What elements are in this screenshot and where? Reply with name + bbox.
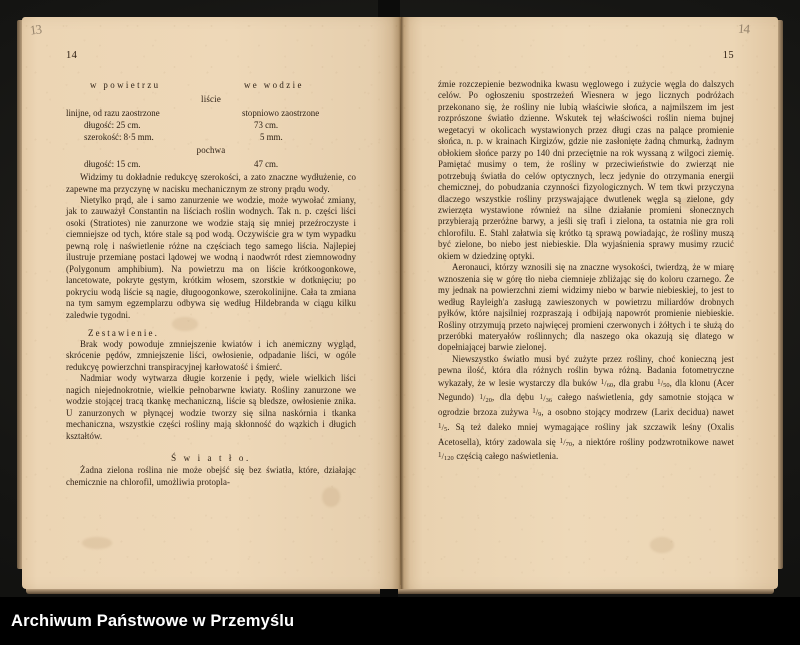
- left-page-text-column: [66, 50, 356, 488]
- paragraph: Widzimy tu dokładnie redukcyę szerokości, a zato znaczne wydłużenie, co zapewne ma przyczynę w nacisku mechanicznym ze strony prądu wody.: [66, 172, 356, 194]
- foxing-mark: [650, 537, 674, 553]
- text-part: , a niektóre rośliny podzwrotnikowe nawet: [572, 436, 734, 447]
- fraction-tropical: $^1$/120: [438, 451, 454, 463]
- table-header-water: we wodzie: [244, 80, 304, 90]
- section-heading-zestawienie: Zestawienie.: [88, 327, 159, 338]
- table-row: [66, 119, 356, 131]
- paragraph: Nadmiar wody wytwarza długie korzenie i pędy, wiele wielkich liści nagich niejednokrotnie, wielkie pełnobarwne kwiaty. Rośliny zanurzone we wodzie stojącej tracą tkankę mechaniczną, liście są bledsze, owłosienie znika. U zanurzonych w płynącej wodzie tworzy się silna naskórnia i tkanka mechaniczna, wszystkie części rośliny mają skłonność do wązkich i długich kształtów.: [66, 373, 356, 441]
- pencil-annotation-top-right: 14: [737, 20, 750, 37]
- table-cell-air: linijne, od razu zaostrzone: [66, 107, 160, 118]
- table-cell-air: długość: 15 cm.: [84, 158, 141, 169]
- archive-caption-bar: [0, 597, 800, 645]
- pencil-annotation-top-left: 13: [29, 21, 42, 38]
- fraction-larch: $^1$/5: [438, 421, 448, 434]
- text-part: , dla klonu (Acer Negundo): [438, 377, 734, 403]
- table-row: [66, 158, 356, 170]
- right-page: [400, 17, 778, 589]
- text-part: Niewszystko światło musi być zużyte przez rośliny, choć konieczną jest pewna ilość, która dla różnych roślin bywa różną. Badania fotometryczne wykazały, że w lesie wystarczy dla buków: [438, 353, 734, 388]
- text-part: częścią całego naświetlenia.: [453, 451, 559, 462]
- paragraph: Żadna zielona roślina nie może obejść się bez światła, które, działając chemicznie na chlorofil, umożliwia protopla-: [66, 465, 356, 487]
- archive-caption-text: Archiwum Państwowe w Przemyślu: [11, 611, 295, 630]
- right-page-text-column: [438, 50, 734, 465]
- text-part: . Są też daleko mniej wymagające rośliny jak szczawik leśny (Oxalis Acetosella), który zadowala się: [438, 421, 734, 447]
- comparison-table: [66, 79, 356, 170]
- paragraph: Nietylko prąd, ale i samo zanurzenie we wodzie, może wywołać zmiany, jak to zauważył Constantin na liściach roślin wodnych. Tak n. p. części liści osoki (Stratiotes) nie zanurzone we wodzie stają się mniej przeźroczyste i ciemniejsze od tych, które stale są pod wodą. Oczywiście gra w tym wypadku pewną rolę i naświetlenie różne na częściach tego samego liścia. Najlepiej ilustruje przemianę postaci lądowej we wodną i naodwrót rdest ziemnowodny (Polygonum amphibium). Na powietrzu ma on liście krótkoogonkowe, lancetowate, pokryte gęstym, krótkim włosem, szorstkie w dotknięciu; po pokryciu wodą liście są nagie, długoogonkowe, szerokolinijne. Cała ta zmiana na tym samym egzemplarzu odbywa się według Hildebranda w ciągu kilku zaledwie tygodni.: [66, 194, 356, 320]
- text-part: , dla grabu: [613, 377, 658, 388]
- fraction-oak: $^1$/36: [539, 392, 553, 404]
- fraction-oxalis: $^1$/70: [559, 436, 573, 448]
- foxing-mark: [322, 487, 340, 507]
- table-row: [66, 131, 356, 143]
- fraction-hornbeam: $^1$/50: [657, 377, 670, 390]
- section-heading-swiatlo: Ś w i a t ł o.: [171, 453, 251, 464]
- table-cell-water: stopniowo zaostrzone: [242, 107, 320, 118]
- fraction-birch: $^1$/9: [532, 407, 542, 419]
- table-cell-air: długość: 25 cm.: [84, 119, 141, 130]
- page-number-right: 15: [722, 50, 734, 61]
- table-group-label-leaves: liście: [201, 94, 221, 105]
- table-cell-water: 47 cm.: [254, 158, 279, 169]
- paragraph-with-fractions: [438, 354, 734, 465]
- text-part: całego naświetlenia, gdy samotnie stojąca w ogrodzie brzoza zużywa: [438, 392, 734, 418]
- foxing-mark: [82, 537, 112, 549]
- table-header-row: [66, 79, 356, 91]
- left-page: [22, 17, 400, 589]
- table-cell-air: szerokość: 8·5 mm.: [84, 132, 154, 143]
- table-group-label-sheath: pochwa: [196, 145, 226, 156]
- fraction-maple: $^1$/20: [479, 392, 492, 404]
- open-book: [22, 17, 778, 589]
- book-spine-line: [400, 19, 401, 585]
- table-cell-water: 5 mm.: [260, 132, 283, 143]
- text-part: , a osobno stojący modrzew (Larix decidua) nawet: [541, 407, 734, 418]
- paragraph: źmie rozczepienie bezwodnika kwasu węglowego i zużycie węgla do dalszych celów. Po ogłoszeniu spostrzeżeń Wiesnera w jego licznych podróżach przekonano się, że rośliny nie lubią właściwie słońca, a najmilszem im jest rozprószone światło dzienne. Wskutek tej właściwości roślin niema bujnej wegetacyi w okolicach wystawionych przez długi czas na palące promienie słońca, n. p. w krainach Kirgizów, gdzie nie zasłonięte żadną chmurką, żadnym obłokiem słońce parzy po 140 dni przeciętnie na rok wyssaną z wilgoci ziemię. Pamiętać musimy o tem, że rośliny w przeciwieństwie do zwierząt nie potrzebują światła do celów optycznych, lecz jedynie do otrzymania energii chemicznej, do pobudzania czynności fizyologicznych. W tem tkwi przyczyna dlaczego wszystkie rośliny przyswajające dwutlenek węgla są zielone, gdy zwierzęta wystawione również na silne działanie promieni słonecznych przybierają przeróżne barwy, a jeśli się trafi i zielona, ta ostatnia nie gra roli chlorofilu. E. Stahl załatwia się krótko tą sprawą powiadając, że rośliny muszą być zielone, bo niebo jest niebieskie. Dla wyjaśnienia sprawy musimy rzucić okiem w dziedzinę optyki.: [438, 79, 734, 261]
- fraction-beech: $^1$/60: [600, 377, 614, 390]
- paragraph: Aeronauci, którzy wznosili się na znaczne wysokości, twierdzą, że w miarę wznoszenia się w górę tło nieba ciemnieje zbliżając się do koloru czarnego. Że my jednak na powierzchni ziemi widzimy niebo w barwie niebieskiej, to jest to według Rayleigh'a zasługą zawieszonych w powietrzu miliardów drobnych pyłków, które najsilniej rozpraszają i odbijają napowrót promienie niebieskie. Rośliny otrzymują przeto najwięcej promieni czerwonych i żółtych i te służą do przeróbki materyałów roślinnych; dla naszego oka okazują się dlatego w dopełniającej barwie zielonej.: [438, 262, 734, 353]
- table-header-air: w powietrzu: [90, 80, 161, 90]
- text-part: , dla dębu: [492, 392, 540, 403]
- page-number-left: 14: [66, 50, 78, 61]
- paragraph: Brak wody powoduje zmniejszenie kwiatów i ich anemiczny wygląd, skrócenie pędów, zmniejszenie liści, owłosienie, odpadanie liści, w ogóle redukcyę powierzchni transpiracyjnej karłowatość i śmierć.: [66, 338, 356, 372]
- table-row: [66, 107, 356, 119]
- table-cell-water: 73 cm.: [254, 119, 279, 130]
